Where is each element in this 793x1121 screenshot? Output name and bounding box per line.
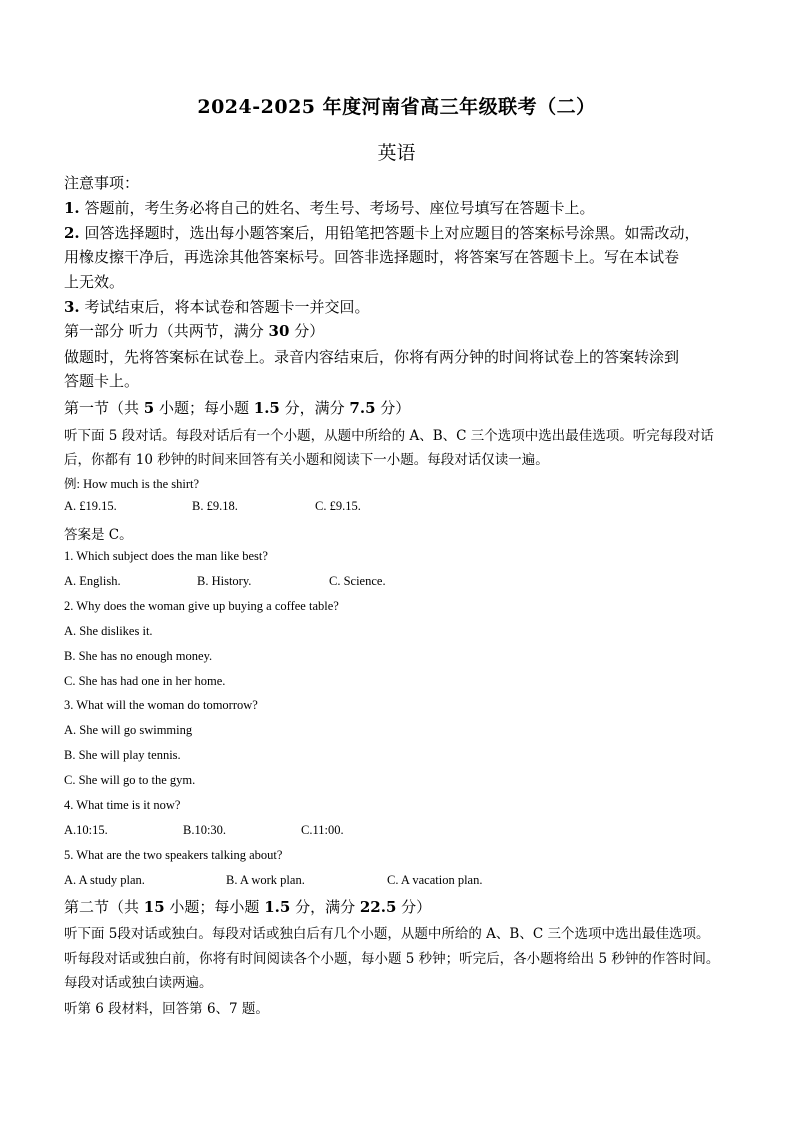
notes-heading: 注意事项： bbox=[64, 174, 140, 192]
section2-intro-line-2: 听每段对话或独白前，你将有时间阅读各个小题，每小题 5 秒钟；听完后，各小题将给出 5 秒钟的作答时间。 bbox=[64, 951, 720, 967]
section2-intro-line-3: 每段对话或独白读两遍。 bbox=[64, 975, 213, 991]
example-option-b: B. £9.18. bbox=[192, 499, 238, 513]
section1-heading: 第一节（共 5 小题；每小题 1.5 分，满分 7.5 分） bbox=[64, 399, 411, 417]
example-option-c: C. £9.15. bbox=[315, 499, 361, 513]
section2-material-6: 听第 6 段材料，回答第 6、7 题。 bbox=[64, 1001, 269, 1017]
question-4-option-b: B.10:30. bbox=[183, 823, 227, 837]
question-5-option-b: B. A work plan. bbox=[226, 873, 305, 887]
question-1: 1. Which subject does the man like best? bbox=[64, 549, 268, 563]
part1-heading: 第一部分 听力（共两节，满分 30 分） bbox=[64, 322, 325, 340]
note-2-line-2: 用橡皮擦干净后，再选涂其他答案标号。回答非选择题时，将答案写在答题卡上。写在本试卷 bbox=[64, 248, 680, 266]
question-5: 5. What are the two speakers talking about? bbox=[64, 848, 283, 862]
note-1: 1. 答题前，考生务必将自己的姓名、考生号、考场号、座位号填写在答题卡上。 bbox=[64, 199, 595, 217]
note-2-line-1: 2. 回答选择题时，选出每小题答案后，用铅笔把答题卡上对应题目的答案标号涂黑。如需改动， bbox=[64, 224, 700, 242]
question-4-option-c: C.11:00. bbox=[301, 823, 344, 837]
question-3: 3. What will the woman do tomorrow? bbox=[64, 698, 258, 712]
question-4: 4. What time is it now? bbox=[64, 798, 181, 812]
question-3-option-a: A. She will go swimming bbox=[64, 723, 193, 737]
section1-intro-line-1: 听下面 5 段对话。每段对话后有一个小题，从题中所给的 A、B、C 三个选项中选出最佳选项。听完每段对话 bbox=[64, 428, 714, 444]
part1-intro-line-1: 做题时，先将答案标在试卷上。录音内容结束后，你将有两分钟的时间将试卷上的答案转涂到 bbox=[64, 348, 680, 366]
question-2-option-c: C. She has had one in her home. bbox=[64, 674, 226, 688]
question-1-option-b: B. History. bbox=[197, 574, 252, 588]
question-5-option-c: C. A vacation plan. bbox=[387, 873, 483, 887]
note-2-line-3: 上无效。 bbox=[64, 273, 125, 291]
question-2-option-a: A. She dislikes it. bbox=[64, 624, 153, 638]
section1-intro-line-2: 后，你都有 10 秒钟的时间来回答有关小题和阅读下一小题。每段对话仅读一遍。 bbox=[64, 452, 549, 468]
question-1-option-a: A. English. bbox=[64, 574, 121, 588]
part1-intro-line-2: 答题卡上。 bbox=[64, 372, 140, 390]
question-1-option-c: C. Science. bbox=[329, 574, 386, 588]
question-2: 2. Why does the woman give up buying a coffee table? bbox=[64, 599, 339, 613]
example-option-a: A. £19.15. bbox=[64, 499, 117, 513]
example-answer: 答案是 C。 bbox=[64, 527, 133, 543]
exam-title: 2024-2025 年度河南省高三年级联考（二） bbox=[197, 96, 596, 118]
question-3-option-b: B. She will play tennis. bbox=[64, 748, 181, 762]
section2-intro-line-1: 听下面 5段对话或独白。每段对话或独白后有几个小题，从题中所给的 A、B、C 三个选项中选出最佳选项。 bbox=[64, 926, 710, 942]
question-5-option-a: A. A study plan. bbox=[64, 873, 145, 887]
question-2-option-b: B. She has no enough money. bbox=[64, 649, 213, 663]
example-question: 例: How much is the shirt? bbox=[64, 477, 200, 491]
exam-subject: 英语 bbox=[377, 142, 416, 164]
note-3: 3. 考试结束后，将本试卷和答题卡一并交回。 bbox=[64, 298, 370, 316]
question-4-option-a: A.10:15. bbox=[64, 823, 108, 837]
section2-heading: 第二节（共 15 小题；每小题 1.5 分，满分 22.5 分） bbox=[64, 898, 432, 916]
question-3-option-c: C. She will go to the gym. bbox=[64, 773, 196, 787]
